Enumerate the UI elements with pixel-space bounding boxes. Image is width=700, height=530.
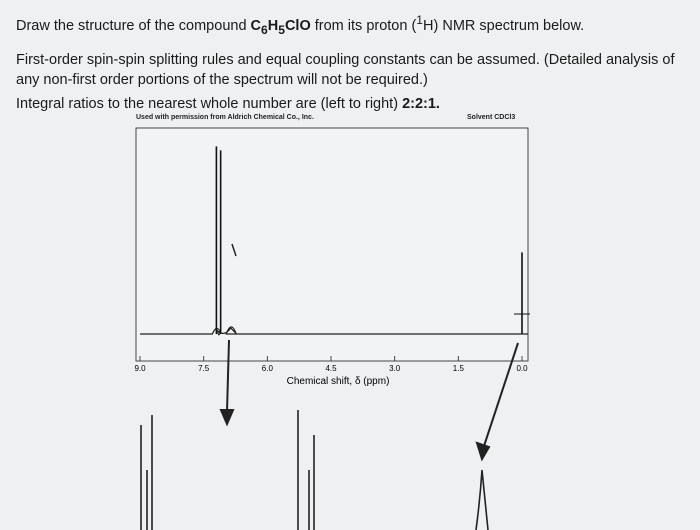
integral-ratios: 2:2:1. — [402, 95, 440, 112]
x-tick-label: 9.0 — [134, 364, 146, 373]
x-axis-label: Chemical shift, δ (ppm) — [286, 376, 390, 387]
x-tick-label: 1.5 — [452, 364, 464, 373]
lower-spectrum-fragment — [141, 410, 488, 530]
x-tick-label: 7.5 — [198, 364, 210, 373]
line3-prefix: Integral ratios to the nearest whole number are (left to right) — [16, 95, 403, 112]
x-tick-label: 3.0 — [389, 364, 401, 373]
line1-prefix: Draw the structure of the compound — [16, 17, 251, 34]
x-tick-label: 6.0 — [261, 364, 273, 373]
spectrum-credit: Used with permission from Aldrich Chemical Co., Inc. — [136, 114, 314, 121]
line1-suffix: from its proton ($^1$H) NMR spectrum below. — [310, 13, 585, 34]
x-tick-label: 4.5 — [325, 364, 337, 373]
arrow-left-head — [221, 410, 233, 424]
question-line-2: First-order spin-spin splitting rules and equal coupling constants can be assumed. (Detailed analysis of any non-first order portions of the spectrum will not be required.) — [16, 51, 675, 88]
plot-frame — [136, 128, 528, 361]
arrow-right-head — [477, 443, 489, 459]
formula: $C_6H_5ClO$ — [250, 17, 311, 37]
solvent-label: Solvent CDCl3 — [467, 114, 516, 121]
x-tick-label: 0.0 — [516, 364, 528, 373]
